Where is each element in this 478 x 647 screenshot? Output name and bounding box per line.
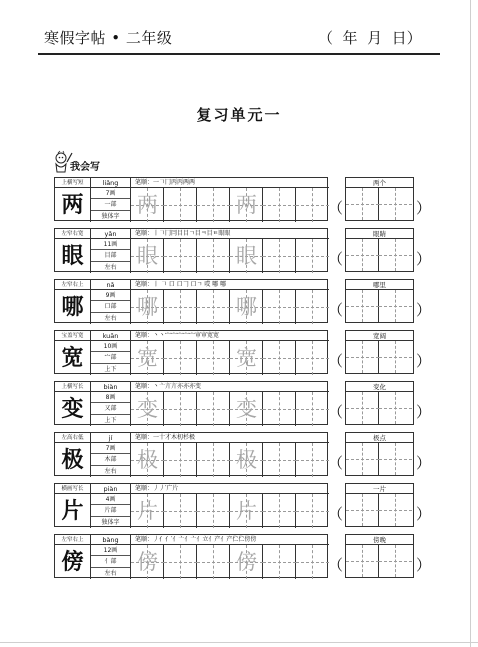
stroke-count: 4画 xyxy=(91,494,130,505)
page-edge-bottom xyxy=(0,642,478,643)
structure: 上下 xyxy=(104,416,117,424)
practice-cell[interactable] xyxy=(263,341,296,375)
practice-cell[interactable] xyxy=(164,239,197,273)
practice-cell[interactable] xyxy=(230,239,263,273)
practice-cell[interactable] xyxy=(197,290,230,324)
word-label: 眼睛 xyxy=(346,229,413,239)
trace-character: 哪 xyxy=(137,295,158,319)
cell-guide xyxy=(197,409,230,410)
word-cell[interactable] xyxy=(379,443,412,475)
radical: 片部 xyxy=(91,505,130,516)
writing-tip: 横画写长 xyxy=(55,484,91,494)
pinyin: kuān xyxy=(91,331,131,341)
cell-guide xyxy=(164,460,197,461)
pinyin: yǎn xyxy=(91,229,131,239)
word-cell[interactable] xyxy=(379,392,412,424)
trace-character: 两 xyxy=(137,193,158,217)
cell-guide xyxy=(197,205,230,206)
writing-tip: 宝盖写宽 xyxy=(55,331,91,341)
cell-guide xyxy=(263,511,296,512)
practice-cell[interactable] xyxy=(131,239,164,273)
open-paren: （ xyxy=(328,403,344,421)
cell-guide xyxy=(296,511,329,512)
practice-cell[interactable] xyxy=(197,494,230,528)
practice-cell[interactable] xyxy=(230,545,263,579)
practice-cell[interactable] xyxy=(296,494,329,528)
section-label: 我会写 xyxy=(70,162,100,173)
model-character: 眼 xyxy=(55,239,91,273)
word-box xyxy=(345,279,414,323)
practice-entry xyxy=(54,534,440,578)
word-cell[interactable] xyxy=(379,494,412,526)
model-character: 极 xyxy=(55,443,91,477)
practice-cell[interactable] xyxy=(197,188,230,222)
radical: 目部 xyxy=(91,250,130,261)
cell-guide xyxy=(346,510,379,511)
cell-guide xyxy=(346,204,379,205)
character-meta xyxy=(91,494,131,528)
trace-character: 极 xyxy=(236,448,257,472)
radical: 亻部 xyxy=(91,556,130,567)
cell-guide xyxy=(379,561,412,562)
word-cell[interactable] xyxy=(346,290,379,322)
structure: 左右 xyxy=(104,467,117,475)
word-cell[interactable] xyxy=(346,239,379,271)
pinyin: liǎng xyxy=(91,178,131,188)
character-meta xyxy=(91,341,131,375)
word-cell[interactable] xyxy=(379,545,412,577)
practice-cell[interactable] xyxy=(131,188,164,222)
page-edge-right xyxy=(470,0,471,647)
writing-tip: 上横写长 xyxy=(55,382,91,392)
close-paren: ） xyxy=(416,556,432,574)
word-cell[interactable] xyxy=(346,392,379,424)
word-box xyxy=(345,381,414,425)
trace-character: 片 xyxy=(137,499,158,523)
radical: 又部 xyxy=(91,403,130,414)
word-box xyxy=(345,228,414,272)
writing-tip: 左窄右宽 xyxy=(55,229,91,239)
cell-guide xyxy=(197,256,230,257)
cell-guide xyxy=(263,562,296,563)
stroke-order: 笔顺：丨 𠃍 口 口𠃌 口ㄱ 哎 哪 哪 xyxy=(135,281,227,288)
stroke-count: 11画 xyxy=(91,239,130,250)
writing-tip: 左高右低 xyxy=(55,433,91,443)
cell-guide xyxy=(296,205,329,206)
practice-cell[interactable] xyxy=(197,239,230,273)
cell-guide xyxy=(346,561,379,562)
practice-cell[interactable] xyxy=(131,494,164,528)
radical: 一部 xyxy=(91,199,130,210)
practice-cell[interactable] xyxy=(296,443,329,477)
close-paren: ） xyxy=(416,301,432,319)
stroke-order: 笔顺：丶亠亣亣亦亦亦变 xyxy=(135,383,202,390)
cell-guide xyxy=(263,256,296,257)
cell-guide xyxy=(346,357,379,358)
open-paren: （ xyxy=(328,301,344,319)
open-paren: （ xyxy=(328,454,344,472)
practice-cell[interactable] xyxy=(164,545,197,579)
word-label: 宽阔 xyxy=(346,331,413,341)
stroke-order: 笔顺：一十才木朷杉极 xyxy=(135,434,196,441)
radical: 宀部 xyxy=(91,352,130,363)
trace-character: 变 xyxy=(236,397,257,421)
practice-cell[interactable] xyxy=(296,392,329,426)
word-box xyxy=(345,330,414,374)
practice-cell[interactable] xyxy=(164,188,197,222)
cell-guide xyxy=(197,358,230,359)
pinyin: biàn xyxy=(91,382,131,392)
practice-cell[interactable] xyxy=(164,290,197,324)
character-card xyxy=(54,534,328,578)
practice-cell[interactable] xyxy=(164,341,197,375)
trace-character: 片 xyxy=(236,499,257,523)
practice-cell[interactable] xyxy=(230,341,263,375)
cell-guide xyxy=(164,256,197,257)
practice-cell[interactable] xyxy=(131,290,164,324)
practice-cell[interactable] xyxy=(230,494,263,528)
radical: 木部 xyxy=(91,454,130,465)
close-paren: ） xyxy=(416,505,432,523)
cell-guide xyxy=(197,511,230,512)
close-paren: ） xyxy=(416,352,432,370)
practice-cell[interactable] xyxy=(197,443,230,477)
practice-cell[interactable] xyxy=(164,392,197,426)
practice-cell[interactable] xyxy=(197,545,230,579)
cell-guide xyxy=(197,460,230,461)
practice-cell[interactable] xyxy=(197,392,230,426)
word-cell[interactable] xyxy=(346,494,379,526)
stroke-count: 9画 xyxy=(91,290,130,301)
open-paren: （ xyxy=(328,352,344,370)
word-cell[interactable] xyxy=(379,239,412,271)
cell-guide xyxy=(379,255,412,256)
info-row xyxy=(55,178,329,188)
cell-guide xyxy=(296,409,329,410)
word-box xyxy=(345,432,414,476)
practice-cell[interactable] xyxy=(296,341,329,375)
stroke-count: 12画 xyxy=(91,545,130,556)
stroke-order: 笔顺：丶丶宀宀宀宀宀审审宽宽 xyxy=(135,332,220,339)
practice-cell[interactable] xyxy=(230,443,263,477)
cell-guide xyxy=(296,562,329,563)
practice-cell[interactable] xyxy=(164,494,197,528)
cell-guide xyxy=(379,510,412,511)
trace-character: 眼 xyxy=(236,244,257,268)
trace-character: 极 xyxy=(137,448,158,472)
close-paren: ） xyxy=(416,250,432,268)
cell-guide xyxy=(263,358,296,359)
header-title: 寒假字帖 • 二年级 xyxy=(44,29,173,47)
cell-guide xyxy=(164,511,197,512)
word-cell[interactable] xyxy=(346,545,379,577)
practice-cell[interactable] xyxy=(131,545,164,579)
character-card xyxy=(54,228,328,272)
cell-guide xyxy=(164,205,197,206)
pinyin: bàng xyxy=(91,535,131,545)
cell-guide xyxy=(379,204,412,205)
word-label: 傍晚 xyxy=(346,535,413,545)
open-paren: （ xyxy=(328,556,344,574)
character-card xyxy=(54,279,328,323)
cell-guide xyxy=(346,255,379,256)
pinyin: jí xyxy=(91,433,131,443)
stroke-order: 笔顺：丿亻亻′亻亠亻亠亻立亻产亻产伫伫傍傍 xyxy=(135,536,257,543)
stroke-count: 8画 xyxy=(91,392,130,403)
practice-entry xyxy=(54,483,440,527)
word-box xyxy=(345,177,414,221)
cell-guide xyxy=(296,358,329,359)
character-card xyxy=(54,330,328,374)
practice-cell[interactable] xyxy=(296,239,329,273)
page-title: 复习单元一 xyxy=(196,106,282,124)
practice-entry xyxy=(54,279,440,323)
character-meta xyxy=(91,239,131,273)
word-cell[interactable] xyxy=(379,188,412,220)
word-label: 一片 xyxy=(346,484,413,494)
structure: 上下 xyxy=(104,365,117,373)
trace-character: 变 xyxy=(137,397,158,421)
pinyin: piàn xyxy=(91,484,131,494)
info-row xyxy=(55,484,329,494)
word-label: 两个 xyxy=(346,178,413,188)
practice-entry xyxy=(54,330,440,374)
model-character: 哪 xyxy=(55,290,91,324)
practice-cell[interactable] xyxy=(296,188,329,222)
practice-cell[interactable] xyxy=(131,341,164,375)
trace-character: 宽 xyxy=(236,346,257,370)
practice-cell[interactable] xyxy=(296,545,329,579)
word-cell[interactable] xyxy=(379,341,412,373)
info-row xyxy=(55,229,329,239)
info-row xyxy=(55,382,329,392)
practice-cell[interactable] xyxy=(230,392,263,426)
cell-guide xyxy=(164,307,197,308)
practice-cell[interactable] xyxy=(230,188,263,222)
character-meta xyxy=(91,443,131,477)
word-cell[interactable] xyxy=(379,290,412,322)
practice-cell[interactable] xyxy=(263,188,296,222)
trace-character: 宽 xyxy=(137,346,158,370)
trace-character: 两 xyxy=(236,193,257,217)
open-paren: （ xyxy=(328,505,344,523)
stroke-order: 笔顺：一𠃍冂丙丙两两 xyxy=(135,179,196,186)
character-meta xyxy=(91,545,131,579)
cell-guide xyxy=(263,205,296,206)
character-card xyxy=(54,483,328,527)
cell-guide xyxy=(263,307,296,308)
practice-entry xyxy=(54,228,440,272)
word-box xyxy=(345,483,414,527)
character-card xyxy=(54,381,328,425)
stroke-order: 笔顺：丨𠃍冂冃目目ㄱ目ㅋ目ㅌ眼眼 xyxy=(135,230,231,237)
stroke-count: 7画 xyxy=(91,443,130,454)
cell-guide xyxy=(197,562,230,563)
structure: 左右 xyxy=(104,569,117,577)
stroke-count: 10画 xyxy=(91,341,130,352)
word-cell[interactable] xyxy=(346,188,379,220)
character-card xyxy=(54,177,328,221)
practice-cell[interactable] xyxy=(263,545,296,579)
character-meta xyxy=(91,188,131,222)
cell-guide xyxy=(379,357,412,358)
structure: 左右 xyxy=(104,314,117,322)
stroke-order: 笔顺：丿丿′广片 xyxy=(135,485,179,492)
practice-entry xyxy=(54,381,440,425)
info-row xyxy=(55,433,329,443)
practice-cell[interactable] xyxy=(230,290,263,324)
cell-guide xyxy=(164,358,197,359)
practice-cell[interactable] xyxy=(263,392,296,426)
practice-cell[interactable] xyxy=(263,239,296,273)
word-cell[interactable] xyxy=(346,443,379,475)
cell-guide xyxy=(379,408,412,409)
character-meta xyxy=(91,392,131,426)
practice-entry xyxy=(54,432,440,476)
model-character: 宽 xyxy=(55,341,91,375)
model-character: 两 xyxy=(55,188,91,222)
character-card xyxy=(54,432,328,476)
trace-character: 傍 xyxy=(236,550,257,574)
stroke-count: 7画 xyxy=(91,188,130,199)
practice-cell[interactable] xyxy=(197,341,230,375)
cell-guide xyxy=(296,307,329,308)
info-row xyxy=(55,280,329,290)
practice-entry xyxy=(54,177,440,221)
close-paren: ） xyxy=(416,199,432,217)
writing-tip: 左窄右上 xyxy=(55,535,91,545)
trace-character: 傍 xyxy=(137,550,158,574)
cell-guide xyxy=(164,409,197,410)
trace-character: 哪 xyxy=(236,295,257,319)
close-paren: ） xyxy=(416,454,432,472)
structure: 独体字 xyxy=(101,212,120,220)
word-label: 哪里 xyxy=(346,280,413,290)
structure: 独体字 xyxy=(101,518,120,526)
cell-guide xyxy=(296,256,329,257)
open-paren: （ xyxy=(328,250,344,268)
close-paren: ） xyxy=(416,403,432,421)
practice-cell[interactable] xyxy=(263,494,296,528)
writing-tip: 左窄右上 xyxy=(55,280,91,290)
header-date: （ 年 月 日） xyxy=(318,29,422,47)
practice-cell[interactable] xyxy=(296,290,329,324)
practice-cell[interactable] xyxy=(164,443,197,477)
trace-character: 眼 xyxy=(137,244,158,268)
practice-cell[interactable] xyxy=(131,443,164,477)
model-character: 傍 xyxy=(55,545,91,579)
cell-guide xyxy=(346,306,379,307)
model-character: 变 xyxy=(55,392,91,426)
cell-guide xyxy=(346,408,379,409)
word-label: 极点 xyxy=(346,433,413,443)
writing-tip: 上横写短 xyxy=(55,178,91,188)
cell-guide xyxy=(263,409,296,410)
model-character: 片 xyxy=(55,494,91,528)
cell-guide xyxy=(379,459,412,460)
practice-cell[interactable] xyxy=(263,443,296,477)
word-cell[interactable] xyxy=(346,341,379,373)
practice-cell[interactable] xyxy=(263,290,296,324)
open-paren: （ xyxy=(328,199,344,217)
character-meta xyxy=(91,290,131,324)
info-row xyxy=(55,331,329,341)
cell-guide xyxy=(164,562,197,563)
info-row xyxy=(55,535,329,545)
radical: 口部 xyxy=(91,301,130,312)
pinyin: nǎ xyxy=(91,280,131,290)
cell-guide xyxy=(263,460,296,461)
structure: 左右 xyxy=(104,263,117,271)
cell-guide xyxy=(197,307,230,308)
word-label: 变化 xyxy=(346,382,413,392)
cell-guide xyxy=(346,459,379,460)
cell-guide xyxy=(379,306,412,307)
cell-guide xyxy=(296,460,329,461)
word-box xyxy=(345,534,414,578)
practice-cell[interactable] xyxy=(131,392,164,426)
header-divider xyxy=(38,53,440,55)
